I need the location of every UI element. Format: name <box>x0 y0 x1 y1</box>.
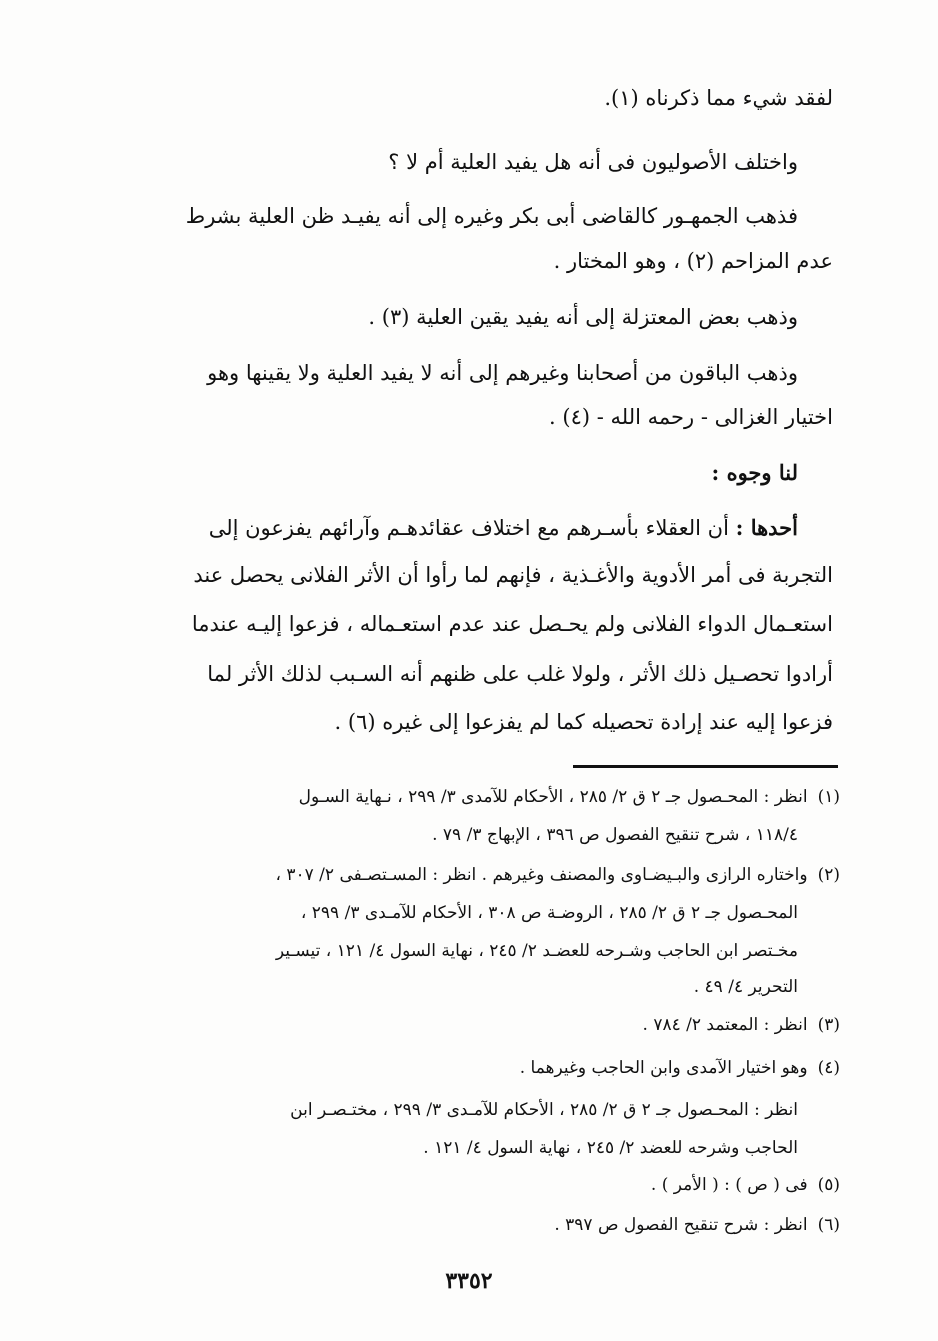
footnote-number: (٦) <box>817 1215 840 1235</box>
page-number: ٣٣٥٢ <box>445 1268 493 1294</box>
body-line <box>209 515 798 540</box>
footnote-line <box>554 1215 840 1235</box>
footnote-number: (٣) <box>817 1015 840 1035</box>
footnote-line <box>651 1175 840 1195</box>
footnote-number: (٤) <box>817 1058 840 1078</box>
body-line: لفقد شيء مما ذكرناه (١). <box>604 86 833 110</box>
point-label: أحدها : <box>735 515 798 540</box>
footnote-line <box>275 865 840 885</box>
body-line: استعـمال الدواء الفلانى ولم يحـصل عند عدم استعـماله ، فزعوا إليـه عندما <box>191 612 833 636</box>
body-line: فزعوا إليه عند إرادة تحصيله كما لم يفزعوا إلى غيره (٦) . <box>334 710 833 734</box>
section-heading: لنا وجوه : <box>711 460 798 485</box>
footnote-line <box>643 1015 840 1035</box>
footnote-line <box>299 787 840 807</box>
footnote-line: المحـصول جـ ٢ ق ٢/ ٢٨٥ ، الروضـة ص ٣٠٨ ، الأحكام للآمـدى ٣/ ٢٩٩ ، <box>300 903 798 923</box>
footnote-line: مخـتصر ابن الحاجب وشـرحه للعضـد ٢/ ٢٤٥ ، نهاية السول ٤/ ١٢١ ، تيسـير <box>275 941 798 961</box>
footnote-text: انظر : شرح تنقيح الفصول ص ٣٩٧ . <box>554 1215 808 1235</box>
footnote-line: الحاجب وشرحه للعضد ٢/ ٢٤٥ ، نهاية السول ٤/ ١٢١ . <box>423 1138 798 1158</box>
footnote-text: انظر : المحـصول جـ ٢ ق ٢/ ٢٨٥ ، الأحكام للآمدى ٣/ ٢٩٩ ، نـهاية السـول <box>298 787 808 807</box>
footnote-text: انظر : المعتمد ٢/ ٧٨٤ . <box>642 1015 808 1035</box>
footnote-number: (٥) <box>817 1175 840 1195</box>
footnote-line: التحرير ٤/ ٤٩ . <box>693 977 798 997</box>
body-line: عدم المزاحم (٢) ، وهو المختار . <box>553 249 833 273</box>
body-line: وذهب بعض المعتزلة إلى أنه يفيد يقين العلية (٣) . <box>368 305 798 329</box>
body-line: واختلف الأصوليون فى أنه هل يفيد العلية أم لا ؟ <box>388 150 798 174</box>
body-line: وذهب الباقون من أصحابنا وغيرهم إلى أنه لا يفيد العلية ولا يقينها وهو <box>207 361 798 385</box>
footnote-number: (٢) <box>817 865 840 885</box>
body-line: اختيار الغزالى - رحمه الله - (٤) . <box>549 405 833 429</box>
footnote-line <box>520 1058 840 1078</box>
footnote-number: (١) <box>817 787 840 807</box>
body-line: أرادوا تحصـيل ذلك الأثر ، ولولا غلب على ظنهم أنه السـبب لذلك الأثر لما <box>207 662 833 686</box>
body-line: فذهب الجمهـور كالقاضى أبى بكر وغيره إلى أنه يفيـد ظن العلية بشرط <box>185 204 798 228</box>
footnote-line: ١١٨/٤ ، شرح تنقيح الفصول ص ٣٩٦ ، الإبهاج ٣/ ٧٩ . <box>432 825 798 845</box>
body-text: أن العقلاء بأسـرهم مع اختلاف عقائدهـم وآرائهم يفزعون إلى <box>208 516 729 540</box>
footnote-divider <box>573 765 838 768</box>
body-line: التجربة فى أمر الأدوية والأغـذية ، فإنهم لما رأوا أن الأثر الفلانى يحصل عند <box>193 563 833 587</box>
footnote-text: وهو اختيار الآمدى وابن الحاجب وغيرهما . <box>519 1058 808 1078</box>
footnote-line: انظر : المحـصول جـ ٢ ق ٢/ ٢٨٥ ، الأحكام للآمـدى ٣/ ٢٩٩ ، مختـصـر ابن <box>290 1100 798 1120</box>
footnote-text: فى ( ص ) : ( الأمر ) . <box>650 1175 808 1195</box>
footnote-text: واختاره الرازى والبـيضـاوى والمصنف وغيرهم . انظر : المسـتصـفى ٢/ ٣٠٧ ، <box>275 865 808 885</box>
